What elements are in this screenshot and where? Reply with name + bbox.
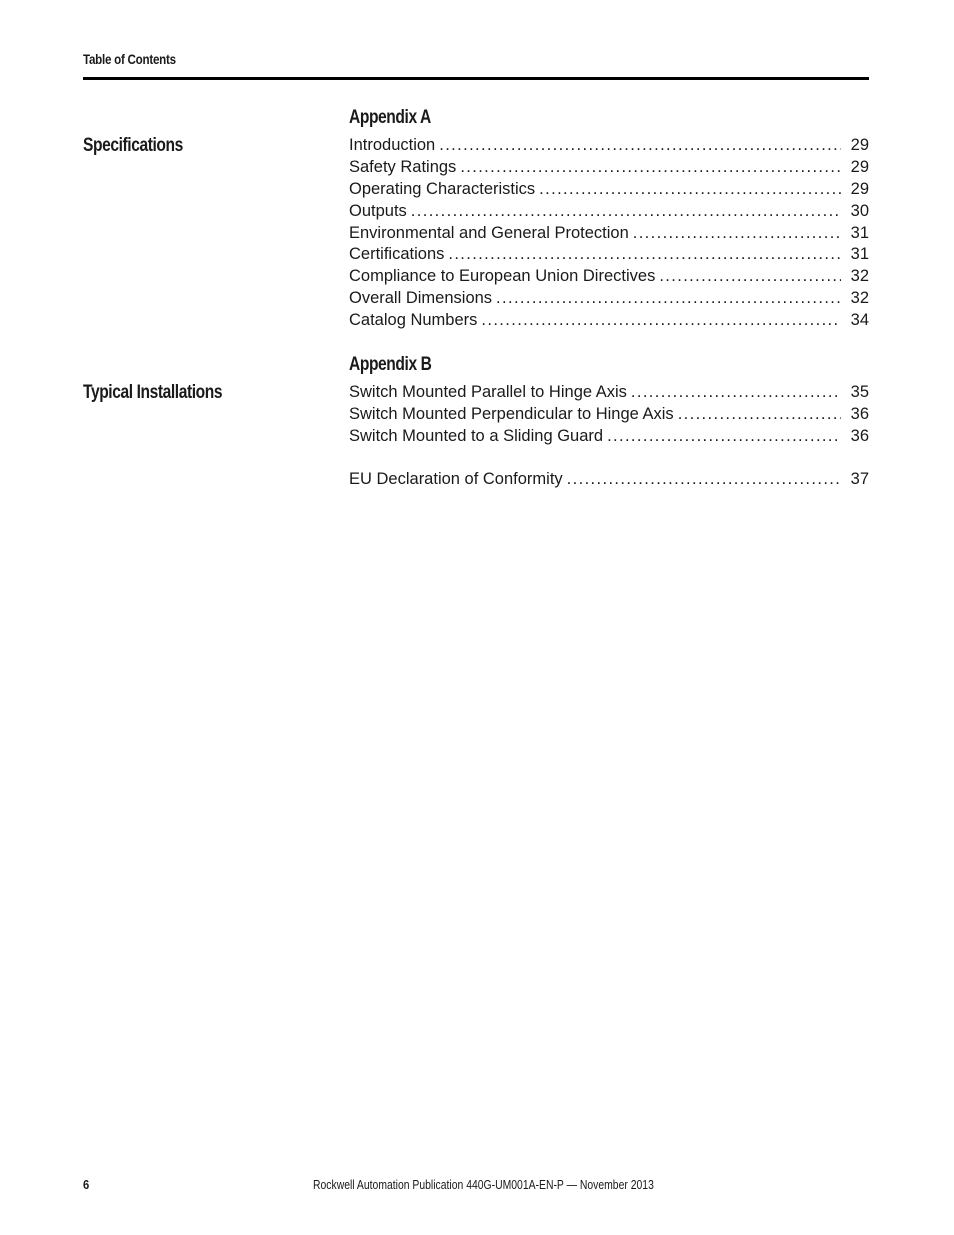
toc-entry-sliding-guard[interactable] bbox=[349, 427, 869, 449]
toc-entry-introduction[interactable] bbox=[349, 136, 869, 158]
dot-leader bbox=[411, 202, 841, 221]
dot-leader bbox=[448, 245, 841, 264]
dot-leader bbox=[567, 470, 841, 489]
toc-entry-environmental-protection[interactable] bbox=[349, 224, 869, 246]
toc-entry-page: 31 bbox=[850, 223, 869, 242]
dot-leader bbox=[633, 224, 841, 243]
toc-entry-page: 36 bbox=[850, 404, 869, 423]
toc-entry-page: 35 bbox=[850, 383, 869, 401]
header-rule bbox=[83, 77, 869, 80]
dot-leader bbox=[659, 267, 841, 286]
toc-entry-page: 32 bbox=[850, 267, 869, 286]
dot-leader bbox=[460, 158, 841, 177]
toc-entry-eu-declaration[interactable] bbox=[349, 470, 869, 492]
toc-entry-label: Outputs bbox=[349, 201, 407, 220]
toc-entry-catalog-numbers[interactable] bbox=[349, 311, 869, 333]
appendix-a-toc-list bbox=[349, 136, 869, 333]
toc-entry-page: 37 bbox=[850, 470, 869, 488]
toc-entry-operating-characteristics[interactable] bbox=[349, 180, 869, 202]
toc-entry-page: 34 bbox=[850, 311, 869, 330]
toc-entry-page: 31 bbox=[850, 245, 869, 264]
footer-page-number: 6 bbox=[83, 1177, 90, 1192]
typical-installations-side-title: Typical Installations bbox=[83, 382, 223, 403]
toc-entry-label: Switch Mounted Perpendicular to Hinge Axis bbox=[349, 404, 674, 423]
appendix-b-toc-list bbox=[349, 383, 869, 449]
footer-publication: Rockwell Automation Publication 440G-UM001A-EN-P — November 2013 bbox=[313, 1177, 654, 1192]
toc-entry-label: Safety Ratings bbox=[349, 157, 457, 176]
toc-entry-page: 30 bbox=[850, 201, 869, 220]
dot-leader bbox=[496, 289, 841, 308]
page-header-title: Table of Contents bbox=[83, 52, 176, 67]
toc-entry-label: Compliance to European Union Directives bbox=[349, 267, 656, 286]
toc-entry-safety-ratings[interactable] bbox=[349, 158, 869, 180]
toc-entry-label: Switch Mounted to a Sliding Guard bbox=[349, 426, 604, 445]
toc-entry-perpendicular-hinge[interactable] bbox=[349, 405, 869, 427]
toc-entry-eu-directives[interactable] bbox=[349, 267, 869, 289]
dot-leader bbox=[607, 427, 841, 446]
toc-entry-overall-dimensions[interactable] bbox=[349, 289, 869, 311]
toc-entry-certifications[interactable] bbox=[349, 245, 869, 267]
toc-entry-label: Introduction bbox=[349, 136, 436, 154]
toc-entry-label: Environmental and General Protection bbox=[349, 223, 629, 242]
toc-entry-parallel-hinge[interactable] bbox=[349, 383, 869, 405]
toc-entry-label: Operating Characteristics bbox=[349, 179, 536, 198]
toc-entry-label: Catalog Numbers bbox=[349, 311, 478, 330]
toc-entry-page: 32 bbox=[850, 289, 869, 308]
toc-entry-outputs[interactable] bbox=[349, 202, 869, 224]
dot-leader bbox=[539, 180, 841, 199]
toc-entry-label: Certifications bbox=[349, 245, 445, 264]
standalone-toc-list bbox=[349, 470, 869, 492]
specifications-side-title: Specifications bbox=[83, 135, 183, 156]
dot-leader bbox=[439, 136, 841, 155]
toc-entry-page: 29 bbox=[850, 179, 869, 198]
toc-entry-label: EU Declaration of Conformity bbox=[349, 470, 563, 488]
dot-leader bbox=[631, 383, 841, 402]
toc-entry-page: 36 bbox=[850, 426, 869, 445]
dot-leader bbox=[481, 311, 841, 330]
appendix-a-heading: Appendix A bbox=[349, 107, 431, 128]
toc-entry-label: Switch Mounted Parallel to Hinge Axis bbox=[349, 383, 627, 401]
dot-leader bbox=[678, 405, 841, 424]
toc-entry-label: Overall Dimensions bbox=[349, 289, 493, 308]
toc-entry-page: 29 bbox=[850, 136, 869, 154]
appendix-b-heading: Appendix B bbox=[349, 354, 432, 375]
toc-entry-page: 29 bbox=[850, 157, 869, 176]
